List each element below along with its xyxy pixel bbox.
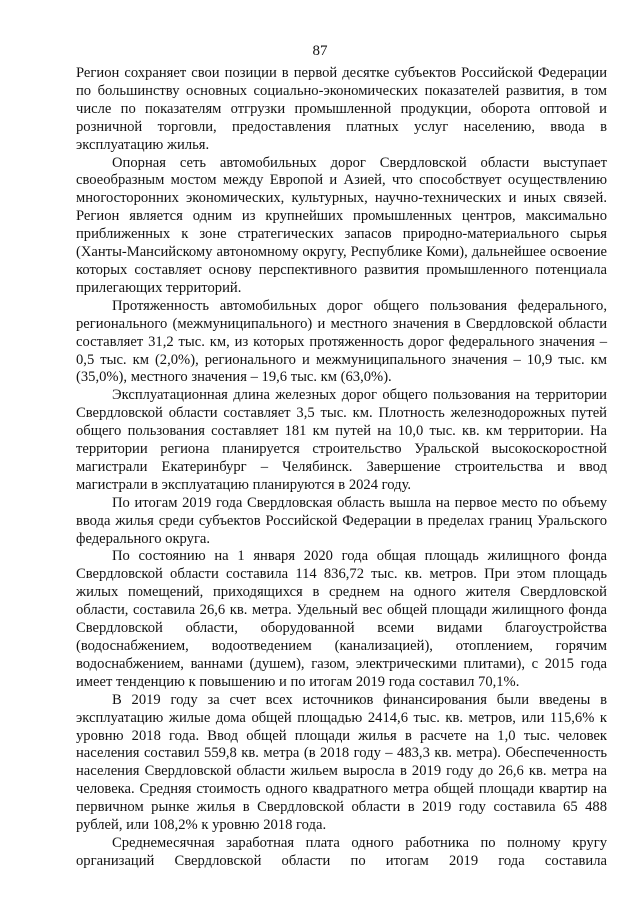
paragraph-road-network: Опорная сеть автомобильных дорог Свердловской области выступает своеобразным мостом между Европой и Азией, что способствует осуществлению многосторонних экономических, культурных, научно-технических и иных связей. Регион является одним из крупнейших промышленных центров, максимально приближенных к зоне стратегических запасов природно-материального сырья (Ханты-Мансийскому автономному округу, Республике Коми), дальнейшее освоение которых составляет основу перспективного развития промышленного потенциала прилегающих территорий. (76, 154, 607, 296)
paragraph-region-position: Регион сохраняет свои позиции в первой десятке субъектов Российской Федерации по большинству основных социально-экономических показателей развития, в том числе по показателям отгрузки промышленной продукции, оборота оптовой и розничной торговли, предоставления платных услуг населению, ввода в эксплуатацию жилья. (76, 65, 607, 153)
paragraph-railways: Эксплуатационная длина железных дорог общего пользования на территории Свердловской области составляет 3,5 тыс. км. Плотность железнодорожных путей общего пользования составляет 181 км путей на 10,0 тыс. кв. км территории. На территории региона планируется строительство Уральской высокоскоростной магистрали Екатеринбург – Челябинск. Завершение строительства и ввод магистрали в эксплуатацию планируются в 2024 году. (76, 387, 607, 493)
paragraph-road-length: Протяженность автомобильных дорог общего пользования федерального, регионального (межмуниципального) и местного значения в Свердловской области составляет 31,2 тыс. км, из которых протяженность дорог федерального значения – 0,5 тыс. км (2,0%), регионального и межмуниципального значения – 10,9 тыс. км (35,0%), местного значения – 19,6 тыс. км (63,0%). (76, 297, 607, 386)
paragraph-housing-construction: В 2019 году за счет всех источников финансирования были введены в эксплуатацию жилые дома общей площадью 2414,6 тыс. кв. метров, или 115,6% к уровню 2018 года. Ввод общей площади жилья в расчете на 1,0 тыс. человек населения составил 559,8 кв. метра (в 2018 году – 483,3 кв. метра). Обеспеченность населения Свердловской области жильем выросла в 2019 году до 26,6 кв. метра на человека. Средняя стоимость одного квадратного метра общей площади квартир на первичном рынке жилья в Свердловской области в 2019 году составила 65 488 рублей, или 108,2% к уровню 2018 года. (76, 691, 607, 834)
document-body (76, 65, 607, 871)
page-number: 87 (312, 43, 328, 59)
paragraph-average-salary: Среднемесячная заработная плата одного работника по полному кругу организаций Свердловской области по итогам 2019 года составила (76, 834, 607, 869)
paragraph-housing-stock: По состоянию на 1 января 2020 года общая площадь жилищного фонда Свердловской области составила 114 836,72 тыс. кв. метров. При этом площадь жилых помещений, приходящихся в среднем на одного жителя Свердловской области, составила 26,6 кв. метра. Удельный вес общей площади жилищного фонда Свердловской области, оборудованной всеми видами благоустройства (водоснабжением, водоотведением (канализацией), отоплением, горячим водоснабжением, ваннами (душем), газом, электрическими плитами), с 2015 года имеет тенденцию к повышению и по итогам 2019 года составил 70,1%. (76, 548, 607, 690)
paragraph-housing-rank: По итогам 2019 года Свердловская область вышла на первое место по объему ввода жилья среди субъектов Российской Федерации в пределах границ Уральского федерального округа. (76, 494, 607, 547)
